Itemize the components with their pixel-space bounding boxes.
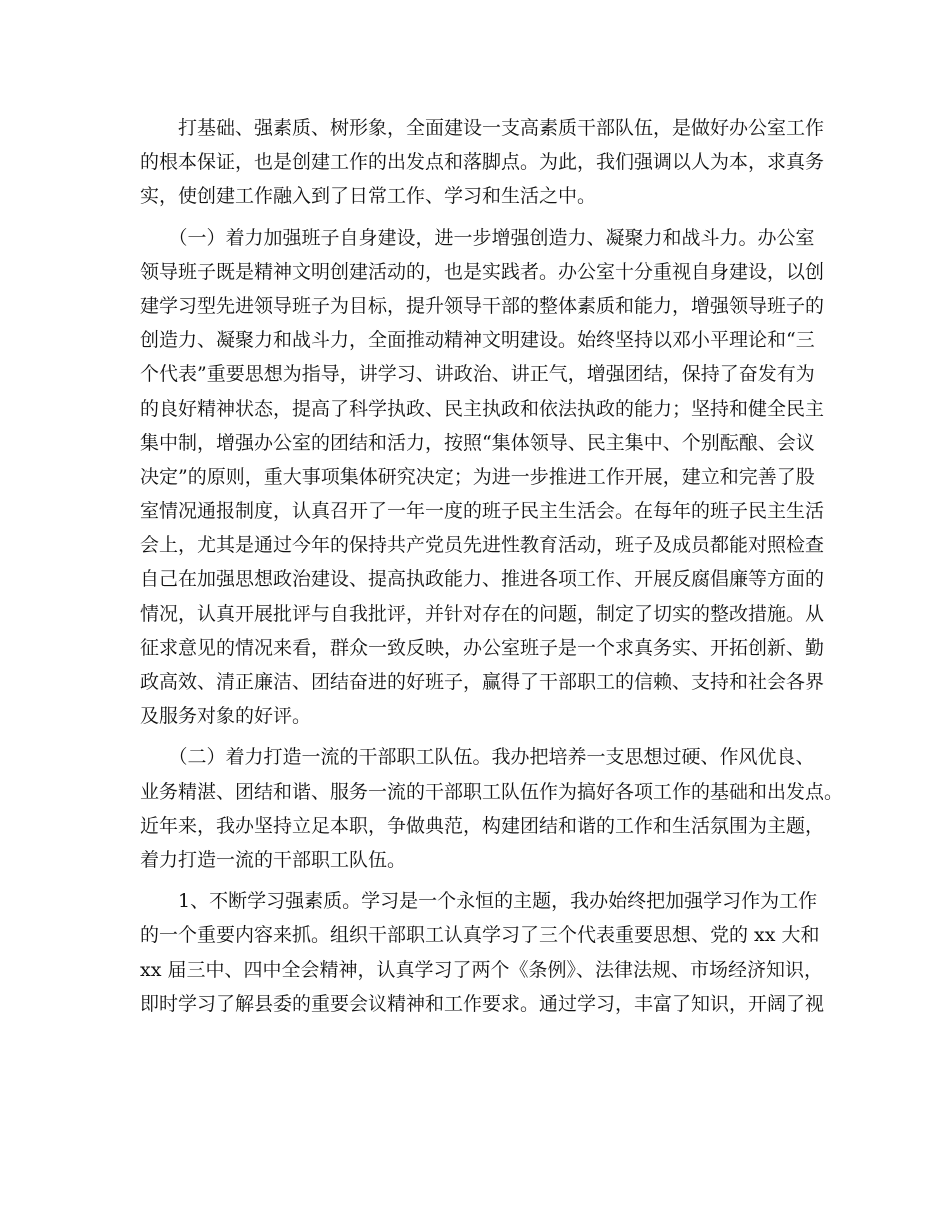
text-line: 业务精湛、团结和谐、服务一流的干部职工队伍作为搞好各项工作的基础和出发点。 xyxy=(140,780,844,803)
text-line: 自己在加强思想政治建设、提高执政能力、推进各项工作、开展反腐倡廉等方面的 xyxy=(140,568,825,591)
text-line: 创造力、凝聚力和战斗力，全面推动精神文明建设。始终坚持以邓小平理论和“三 xyxy=(140,329,815,352)
text-line: 情况，认真开展批评与自我批评，并针对存在的问题，制定了切实的整改措施。从 xyxy=(140,602,825,625)
text-line: 近年来，我办坚持立足本职，争做典范，构建团结和谐的工作和生活氛围为主题， xyxy=(140,814,825,837)
paragraph-gap xyxy=(140,214,830,221)
text-line: 打基础、强素质、树形象，全面建设一支高素质干部队伍，是做好办公室工作 xyxy=(140,117,825,139)
paragraph-gap xyxy=(140,733,830,740)
paragraph xyxy=(140,111,830,214)
text-line: 集中制，增强办公室的团结和活力，按照“集体领导、民主集中、个别酝酿、会议 xyxy=(140,431,815,454)
text-line: 着力打造一流的干部职工队伍。 xyxy=(140,848,407,871)
text-line: xx 届三中、四中全会精神，认真学习了两个《条例》、法律法规、市场经济知识， xyxy=(140,958,823,981)
text-line: 的一个重要内容来抓。组织干部职工认真学习了三个代表重要思想、党的 xx 大和 xyxy=(140,924,820,947)
paragraph xyxy=(140,221,830,734)
text-line: 会上，尤其是通过今年的保持共产党员先进性教育活动，班子及成员都能对照检查 xyxy=(140,534,825,557)
document-body xyxy=(140,111,844,1021)
text-line: 征求意见的情况来看，群众一致反映，办公室班子是一个求真务实、开拓创新、勤 xyxy=(140,636,825,659)
text-line: （二）着力打造一流的干部职工队伍。我办把培养一支思想过硬、作风优良、 xyxy=(140,746,815,769)
text-line: 即时学习了解县委的重要会议精神和工作要求。通过学习，丰富了知识，开阔了视 xyxy=(140,992,825,1015)
paragraph xyxy=(140,740,844,877)
text-line: 建学习型先进领导班子为目标，提升领导干部的整体素质和能力，增强领导班子的 xyxy=(140,294,825,317)
text-line: 及服务对象的好评。 xyxy=(140,705,312,728)
text-line: 个代表”重要思想为指导，讲学习、讲政治、讲正气，增强团结，保持了奋发有为 xyxy=(140,363,815,386)
text-line: 领导班子既是精神文明创建活动的，也是实践者。办公室十分重视自身建设，以创 xyxy=(140,260,825,283)
paragraph xyxy=(140,884,830,1021)
text-line: 室情况通报制度，认真召开了一年一度的班子民主生活会。在每年的班子民主生活 xyxy=(140,500,825,523)
text-line: 的良好精神状态，提高了科学执政、民主执政和依法执政的能力；坚持和健全民主 xyxy=(140,397,825,420)
text-line: 政高效、清正廉洁、团结奋进的好班子，赢得了干部职工的信赖、支持和社会各界 xyxy=(140,671,825,693)
text-line: 实，使创建工作融入到了日常工作、学习和生活之中。 xyxy=(140,185,597,208)
text-line: 决定”的原则，重大事项集体研究决定；为进一步推进工作开展，建立和完善了股 xyxy=(140,465,815,488)
text-line: （一）着力加强班子自身建设，进一步增强创造力、凝聚力和战斗力。办公室 xyxy=(140,226,815,249)
text-line: 的根本保证，也是创建工作的出发点和落脚点。为此，我们强调以人为本，求真务 xyxy=(140,151,825,174)
paragraph-gap xyxy=(140,877,830,884)
text-line: 1、不断学习强素质。学习是一个永恒的主题，我办始终把加强学习作为工作 xyxy=(140,890,818,913)
